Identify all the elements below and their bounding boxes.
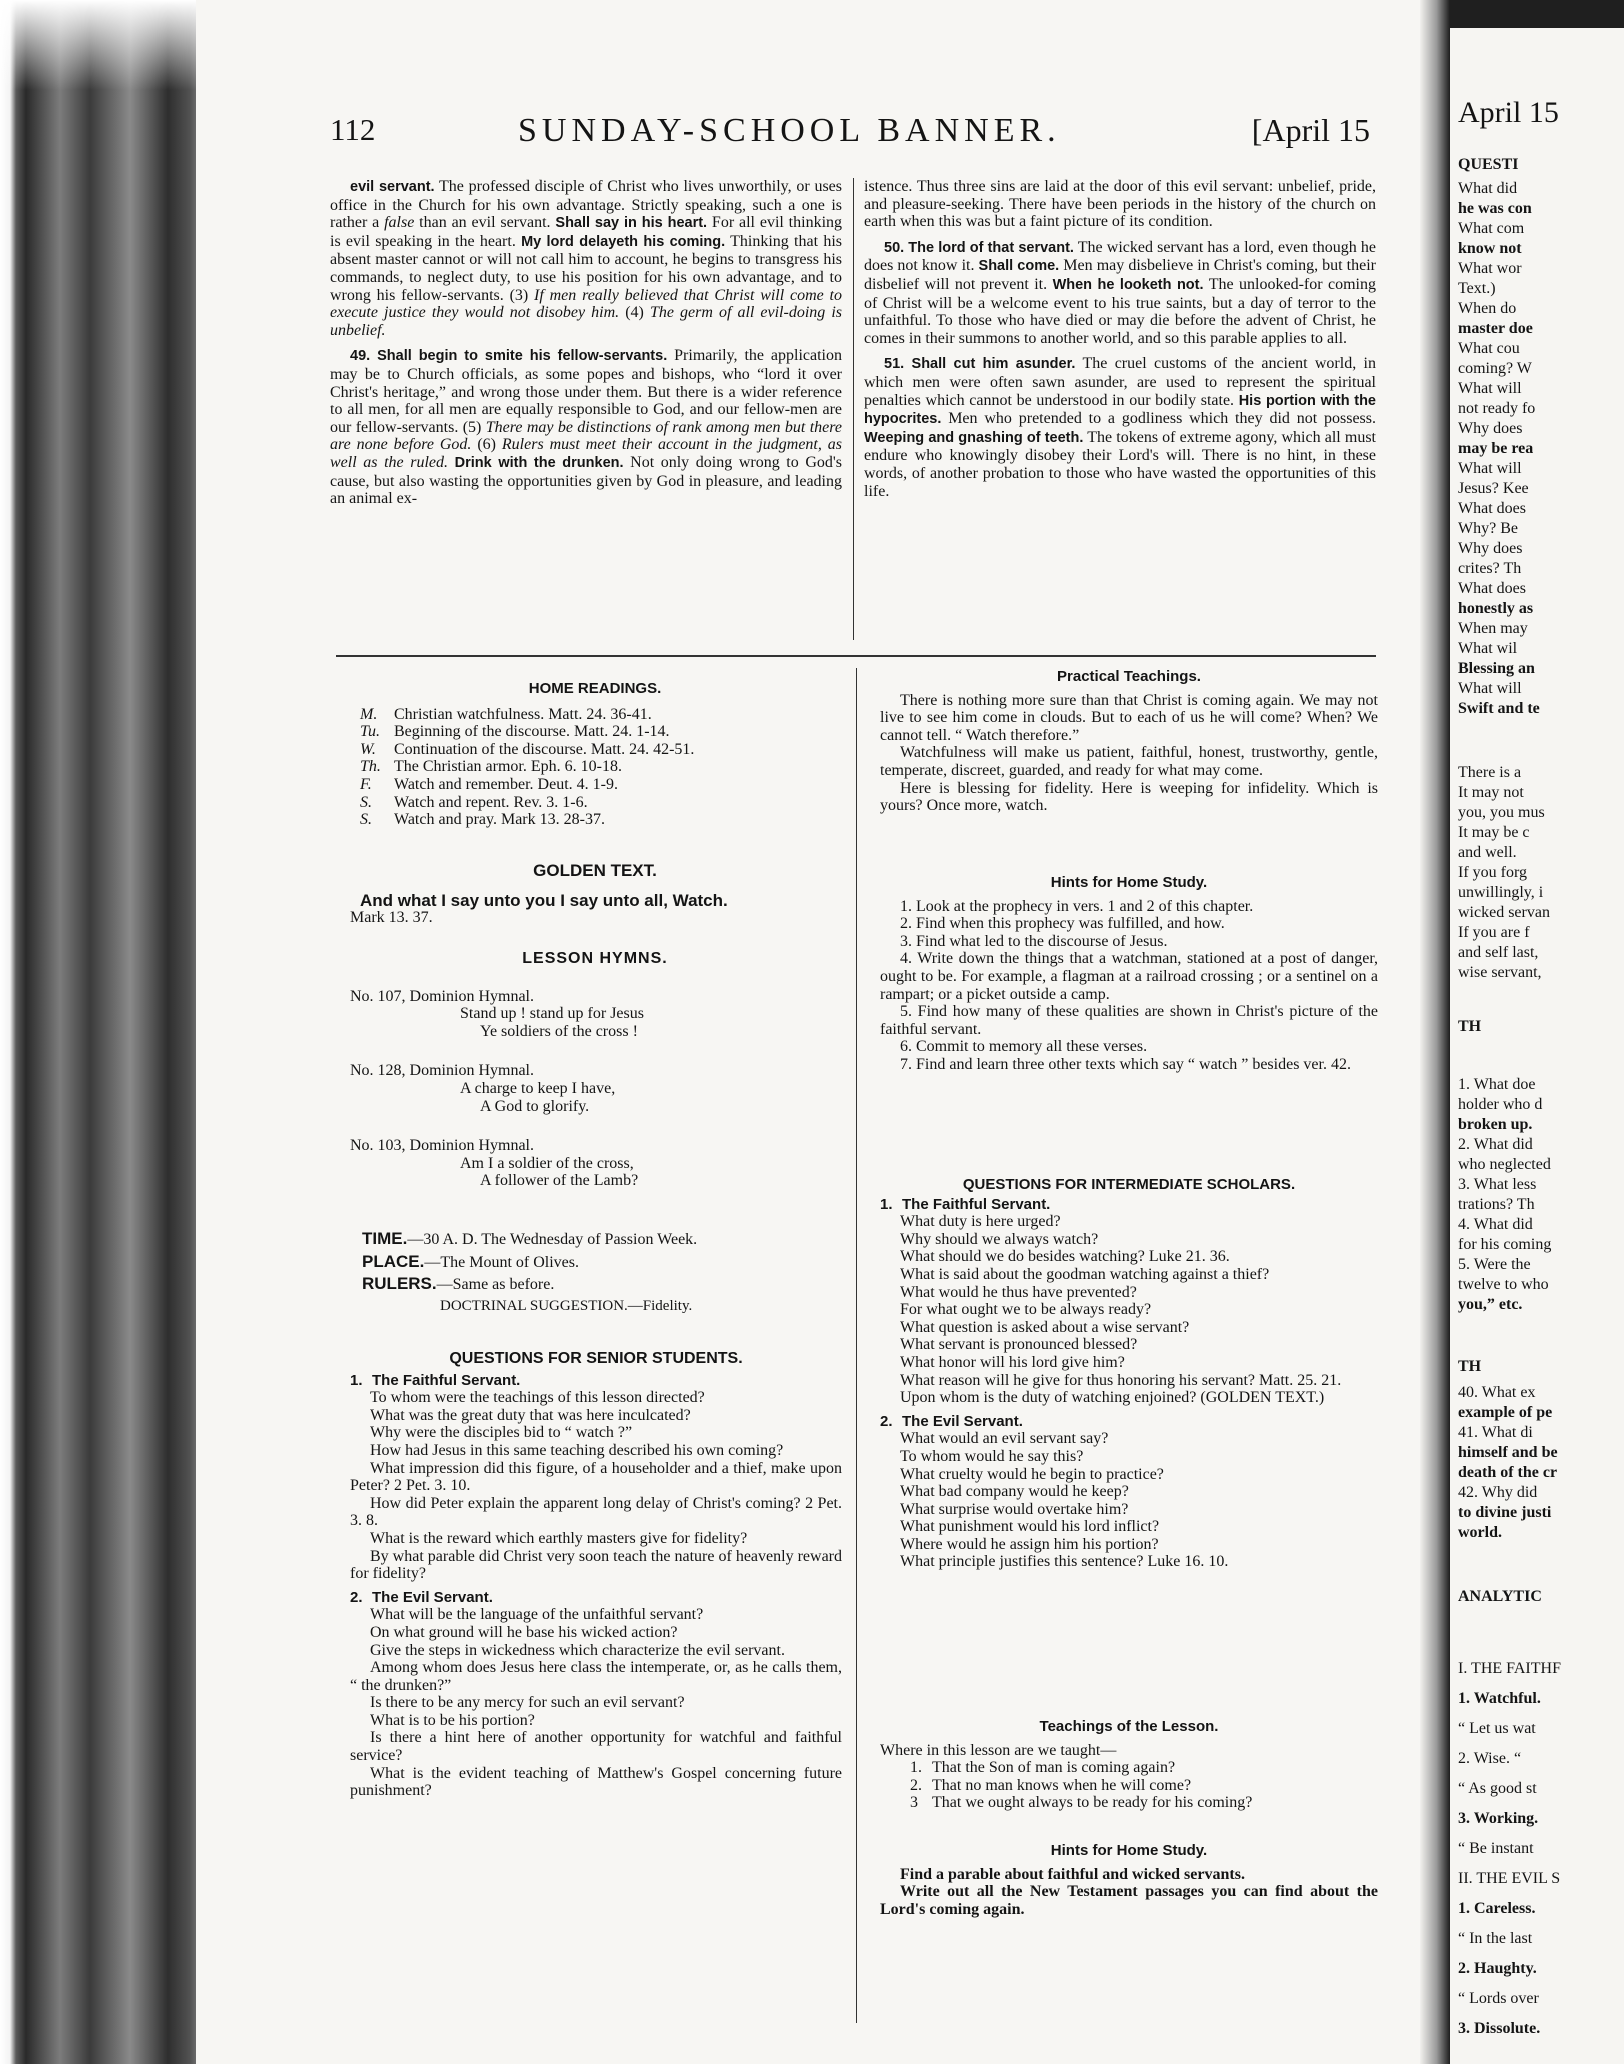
doctrinal-note: The germ of all evil-doing is unbelief. bbox=[330, 304, 843, 339]
question: What is the reward which earthly masters give for fidelity? bbox=[370, 1529, 748, 1547]
verse-reference: Shall say in his heart. bbox=[555, 215, 708, 232]
intermediate-questions bbox=[880, 1176, 1378, 1571]
section-number: 1. bbox=[880, 1195, 893, 1213]
teaching-item bbox=[880, 1794, 1378, 1812]
right-page-line: What com bbox=[1458, 220, 1525, 237]
right-page-line: to divine justi bbox=[1458, 1504, 1552, 1521]
hymn-line: A follower of the Lamb? bbox=[480, 1172, 639, 1190]
hints-home-study-2-text bbox=[880, 1866, 1378, 1919]
teaching-number: 3 bbox=[910, 1794, 918, 1812]
hymn bbox=[350, 1062, 840, 1115]
right-page-line: Jesus? Kee bbox=[1458, 480, 1529, 497]
question: What should we do besides watching? Luke 21. 36. bbox=[900, 1248, 1230, 1266]
reading-text: The Christian armor. Eph. 6. 10-18. bbox=[394, 758, 622, 776]
practical-teachings-text bbox=[880, 692, 1378, 815]
hint-line: Find a parable about faithful and wicked servants. bbox=[900, 1865, 1245, 1883]
question: What cruelty would he begin to practice? bbox=[900, 1465, 1164, 1483]
right-page-line: 4. What did bbox=[1458, 1216, 1533, 1233]
question: What servant is pronounced blessed? bbox=[900, 1336, 1138, 1354]
hint-item: 4. Write down the things that a watchman, stationed at a post of danger, ought to be. For example, a flagman at a railroad crossing ; or a sentinel on a rampart; or a picket outside a camp. bbox=[880, 950, 1378, 1003]
reading-day: F. bbox=[360, 775, 372, 793]
hymn-line: Ye soldiers of the cross ! bbox=[480, 1022, 638, 1040]
verse-reference: Drink with the drunken. bbox=[454, 454, 624, 471]
commentary-text: The unlooked-for coming of Christ will be a welcome event to his true saints, but a day of terror to the unfaithful. To those who have died or may die before the advent of Christ, he comes in their summons to another world, and so this parable applies to all. bbox=[864, 275, 1376, 347]
hints-home-study-2-heading: Hints for Home Study. bbox=[1050, 1842, 1208, 1859]
home-reading-item bbox=[350, 706, 840, 724]
commentary-text: Men may disbelieve in Christ's coming, but their disbelief will not prevent it. bbox=[864, 257, 1376, 293]
right-page-line: 42. Why did bbox=[1458, 1484, 1538, 1501]
lesson-hymns-heading: LESSON HYMNS. bbox=[522, 950, 668, 967]
commentary-column-1 bbox=[330, 178, 842, 508]
home-reading-item bbox=[350, 776, 840, 794]
question: What would an evil servant say? bbox=[900, 1430, 1109, 1448]
question-section-heading bbox=[880, 1196, 1378, 1214]
right-page-line: unwillingly, i bbox=[1458, 884, 1544, 901]
reading-text: Watch and repent. Rev. 3. 1-6. bbox=[394, 793, 588, 811]
commentary-paragraph bbox=[864, 355, 1376, 500]
question: What reason will he give for thus honoring his servant? Matt. 25. 21. bbox=[900, 1371, 1342, 1389]
issue-date: [April 15 bbox=[1251, 112, 1370, 148]
senior-question-sections bbox=[350, 1372, 842, 1800]
right-page-line: honestly as bbox=[1458, 600, 1534, 617]
right-page-line: There is a bbox=[1458, 764, 1522, 781]
commentary-text: The cruel customs of the ancient world, in which men were often sawn asunder, are used to represent the spiritual penalties which cannot be understood in our bodily state. bbox=[864, 355, 1376, 409]
hints-home-study-2 bbox=[880, 1842, 1378, 1918]
question: What principle justifies this sentence? Luke 16. 10. bbox=[900, 1553, 1229, 1571]
column-divider-bottom bbox=[856, 668, 857, 2023]
right-page-line: trations? Th bbox=[1458, 1196, 1535, 1213]
page-number: 112 bbox=[330, 112, 376, 147]
commentary-paragraph bbox=[330, 178, 842, 339]
right-page-line: and self last, bbox=[1458, 944, 1539, 961]
question: Is there a hint here of another opportunity for watchful and faithful service? bbox=[350, 1729, 842, 1765]
home-readings-list bbox=[350, 706, 840, 829]
hymn-list bbox=[350, 988, 840, 1190]
right-page-line: and well. bbox=[1458, 844, 1517, 861]
teaching-text: That the Son of man is coming again? bbox=[932, 1759, 1176, 1777]
right-page-line: 3. Dissolute. bbox=[1458, 2020, 1541, 2037]
question: What is the evident teaching of Matthew's Gospel concerning future punishment? bbox=[350, 1764, 842, 1800]
right-page-line: 1. Careless. bbox=[1458, 1900, 1536, 1917]
hint-item: 6. Commit to memory all these verses. bbox=[900, 1038, 1148, 1056]
right-page-line: who neglected bbox=[1458, 1156, 1551, 1173]
right-page-line: Why? Be bbox=[1458, 520, 1518, 537]
hints-home-study-1-list bbox=[880, 898, 1378, 1074]
commentary-text: For all evil thinking is evil speaking in the heart. bbox=[330, 214, 843, 250]
question: To whom would he say this? bbox=[900, 1447, 1084, 1465]
question: What was the great duty that was here inculcated? bbox=[370, 1406, 691, 1424]
teaching-text: That we ought always to be ready for his coming? bbox=[932, 1794, 1253, 1812]
section-title: The Faithful Servant. bbox=[902, 1195, 1051, 1213]
lesson-info bbox=[362, 1230, 842, 1315]
question: Give the steps in wickedness which characterize the evil servant. bbox=[370, 1641, 785, 1659]
section-title: The Evil Servant. bbox=[372, 1588, 493, 1606]
question: Among whom does Jesus here class the intemperate, or, as he calls them, “ the drunken?” bbox=[350, 1659, 842, 1694]
section-title: The Faithful Servant. bbox=[372, 1371, 521, 1389]
right-page-line: you,” etc. bbox=[1458, 1296, 1523, 1313]
hymn-line: A God to glorify. bbox=[480, 1097, 590, 1115]
home-reading-item bbox=[350, 811, 840, 829]
reading-day: W. bbox=[360, 740, 376, 758]
commentary-text: The tokens of extreme agony, which all must endure who knowingly disobey their Lord's will. There is no hint, in these words, of another probation to those who have wasted the opportunities of this life. bbox=[864, 428, 1376, 500]
verse-reference: Shall come. bbox=[978, 258, 1060, 275]
right-page-line: know not bbox=[1458, 240, 1522, 257]
commentary-text: (6) bbox=[471, 436, 502, 454]
senior-questions bbox=[350, 1350, 842, 1800]
question: By what parable did Christ very soon teach the nature of heavenly reward for fidelity? bbox=[350, 1547, 842, 1583]
teaching-text: That no man knows when he will come? bbox=[932, 1776, 1192, 1794]
right-page-line: When do bbox=[1458, 300, 1517, 317]
intermediate-question-sections bbox=[880, 1196, 1378, 1571]
right-page-line: Text.) bbox=[1458, 280, 1496, 297]
rulers-label: RULERS. bbox=[362, 1274, 437, 1294]
hymn bbox=[350, 1137, 840, 1190]
right-page-line: 40. What ex bbox=[1458, 1384, 1536, 1401]
right-page-line: If you forg bbox=[1458, 864, 1528, 881]
home-reading-item bbox=[350, 758, 840, 776]
right-page-line: not ready fo bbox=[1458, 400, 1536, 417]
right-page-line: twelve to who bbox=[1458, 1276, 1549, 1293]
section-title: The Evil Servant. bbox=[902, 1412, 1023, 1430]
right-page-line: Why does bbox=[1458, 540, 1523, 557]
column-divider-top bbox=[853, 178, 854, 640]
question: What bad company would he keep? bbox=[900, 1483, 1129, 1501]
lesson-hymns bbox=[350, 950, 840, 1212]
commentary-text: istence. Thus three sins are laid at the door of this evil servant: unbelief, pride, and pleasure-seeking. There have been periods in the history of the church on earth when this was but a faint picture of its condition. bbox=[864, 178, 1376, 231]
teaching-item bbox=[880, 1759, 1378, 1777]
teachings-intro: Where in this lesson are we taught— bbox=[880, 1741, 1117, 1759]
right-page-line: ANALYTIC bbox=[1458, 1588, 1542, 1605]
verse-reference: 51. Shall cut him asunder. bbox=[884, 356, 1076, 373]
verse-reference: Weeping and gnashing of teeth. bbox=[864, 429, 1084, 446]
right-page-line: QUESTI bbox=[1458, 156, 1519, 173]
right-page-line: death of the cr bbox=[1458, 1464, 1558, 1481]
hymn-title: No. 103, Dominion Hymnal. bbox=[350, 1137, 534, 1155]
question: How had Jesus in this same teaching described his own coming? bbox=[370, 1441, 784, 1459]
home-reading-item bbox=[350, 741, 840, 759]
hymn-title: No. 107, Dominion Hymnal. bbox=[350, 987, 534, 1005]
practical-teachings bbox=[880, 668, 1378, 815]
reading-text: Beginning of the discourse. Matt. 24. 1-14. bbox=[394, 723, 670, 741]
spine-highlight bbox=[0, 0, 196, 90]
right-page-line: world. bbox=[1458, 1524, 1502, 1541]
hint-item: 5. Find how many of these qualities are shown in Christ's picture of the faithful servant. bbox=[880, 1003, 1378, 1038]
right-page-line: wise servant, bbox=[1458, 964, 1542, 981]
question: Where would he assign him his portion? bbox=[900, 1535, 1159, 1553]
practical-teachings-heading: Practical Teachings. bbox=[1057, 668, 1201, 685]
periodical-title: SUNDAY-SCHOOL BANNER. bbox=[518, 112, 1061, 149]
question: What impression did this figure, of a householder and a thief, make upon Peter? 2 Pet. 3. 10. bbox=[350, 1459, 842, 1495]
hint-item: 1. Look at the prophecy in vers. 1 and 2 of this chapter. bbox=[900, 897, 1254, 915]
rulers-value: —Same as before. bbox=[436, 1276, 555, 1294]
question-section-heading bbox=[350, 1372, 842, 1390]
right-page-line: What will bbox=[1458, 460, 1522, 477]
page-gutter bbox=[1420, 0, 1450, 2064]
place-label: PLACE. bbox=[362, 1251, 425, 1271]
hymn-line: Stand up ! stand up for Jesus bbox=[460, 1005, 644, 1023]
hint-item: 3. Find what led to the discourse of Jesus. bbox=[900, 932, 1168, 950]
right-page-line: What will bbox=[1458, 680, 1522, 697]
right-page-line: When may bbox=[1458, 620, 1528, 637]
reading-day: Th. bbox=[360, 758, 381, 776]
hints-home-study-1 bbox=[880, 874, 1378, 1074]
teaching-number: 2. bbox=[910, 1776, 922, 1794]
right-page-line: Blessing an bbox=[1458, 660, 1535, 677]
reading-day: M. bbox=[360, 705, 378, 723]
reading-text: Watch and pray. Mark 13. 28-37. bbox=[394, 811, 605, 829]
right-page-line: 5. Were the bbox=[1458, 1256, 1531, 1273]
right-page-line: 2. Haughty. bbox=[1458, 1960, 1537, 1977]
right-page-line: 3. What less bbox=[1458, 1176, 1537, 1193]
right-page-line: What wor bbox=[1458, 260, 1522, 277]
right-page-line: What does bbox=[1458, 500, 1526, 517]
question: What would he thus have prevented? bbox=[900, 1283, 1137, 1301]
verse-reference: His portion with the hypocrites. bbox=[864, 392, 1376, 428]
home-reading-item bbox=[350, 794, 840, 812]
teaching-item bbox=[880, 1777, 1378, 1795]
right-page-line: example of pe bbox=[1458, 1404, 1553, 1421]
teachings-list bbox=[880, 1759, 1378, 1812]
question-section-heading bbox=[350, 1589, 842, 1607]
page-right bbox=[1450, 0, 1624, 2064]
commentary-text: The wicked servant has a lord, even though he does not know it. bbox=[864, 238, 1376, 275]
right-page-line: holder who d bbox=[1458, 1096, 1543, 1113]
doctrinal-note: If men really believed that Christ will come to execute justice they would not disobey him. bbox=[330, 286, 843, 322]
right-page-line: broken up. bbox=[1458, 1116, 1533, 1133]
commentary-text: Thinking that his absent master cannot or will not call him to account, he begins to transgress his commands, to neglect duty, to use his position for his own advantage, and to wrong his fellow-servants. (3) bbox=[330, 232, 842, 304]
commentary-paragraph bbox=[864, 239, 1376, 348]
question-section-heading bbox=[880, 1413, 1378, 1431]
reading-text: Christian watchfulness. Matt. 24. 36-41. bbox=[394, 705, 652, 723]
right-page-line: What cou bbox=[1458, 340, 1520, 357]
verse-reference: My lord delayeth his coming. bbox=[521, 233, 726, 250]
commentary-paragraph bbox=[330, 347, 842, 507]
teachings-of-lesson bbox=[880, 1718, 1378, 1812]
right-page-line: “ Let us wat bbox=[1458, 1720, 1536, 1737]
right-page-line: he was con bbox=[1458, 200, 1532, 217]
right-page-line: “ As good st bbox=[1458, 1780, 1537, 1797]
reading-day: Tu. bbox=[360, 723, 381, 741]
commentary-column-2 bbox=[864, 178, 1376, 500]
hint-line: Write out all the New Testament passages you can find about the Lord's coming again. bbox=[880, 1883, 1378, 1918]
right-page-line: 3. Working. bbox=[1458, 1810, 1539, 1827]
question: What is to be his portion? bbox=[370, 1711, 535, 1729]
doctrinal-note: There may be distinctions of rank among men but there are none before God. bbox=[330, 418, 842, 454]
right-page-line: “ In the last bbox=[1458, 1930, 1533, 1947]
home-readings-heading: HOME READINGS. bbox=[528, 680, 662, 697]
right-page-line: 1. Watchful. bbox=[1458, 1690, 1541, 1707]
verse-reference: 49. Shall begin to smite his fellow-servants. bbox=[350, 348, 668, 365]
commentary-text bbox=[448, 454, 455, 471]
commentary-text: (4) bbox=[619, 304, 650, 322]
right-page-line: Why does bbox=[1458, 420, 1523, 437]
golden-text-verse: And what I say unto you I say unto all, Watch. bbox=[360, 890, 728, 910]
verse-reference: When he looketh not. bbox=[1052, 276, 1204, 293]
hymn-title: No. 128, Dominion Hymnal. bbox=[350, 1062, 534, 1080]
question: Is there to be any mercy for such an evil servant? bbox=[370, 1694, 685, 1712]
right-page-line: What will bbox=[1458, 380, 1522, 397]
home-reading-item bbox=[350, 723, 840, 741]
time-label: TIME. bbox=[362, 1229, 408, 1248]
right-page-line: II. THE EVIL S bbox=[1458, 1870, 1561, 1887]
commentary-text: The professed disciple of Christ who lives unworthily, or uses office in the Church for his own advantage. Strictly speaking, such a one is rather a bbox=[330, 178, 842, 232]
question: What is said about the goodman watching against a thief? bbox=[900, 1265, 1270, 1283]
section-number: 2. bbox=[880, 1412, 893, 1430]
question: What surprise would overtake him? bbox=[900, 1500, 1129, 1518]
section-number: 1. bbox=[350, 1371, 363, 1389]
right-page-line: What did bbox=[1458, 180, 1518, 197]
question: What punishment would his lord inflict? bbox=[900, 1518, 1160, 1536]
intermediate-questions-heading: QUESTIONS FOR INTERMEDIATE SCHOLARS. bbox=[962, 1176, 1296, 1193]
right-page-line: wicked servan bbox=[1458, 904, 1550, 921]
time-value: —30 A. D. The Wednesday of Passion Week. bbox=[407, 1231, 698, 1248]
place-value: —The Mount of Olives. bbox=[424, 1253, 579, 1271]
right-page-line: coming? W bbox=[1458, 360, 1532, 377]
golden-text bbox=[350, 862, 840, 927]
hint-item: 7. Find and learn three other texts which say “ watch ” besides ver. 42. bbox=[900, 1055, 1351, 1073]
reading-text: Watch and remember. Deut. 4. 1-9. bbox=[394, 775, 618, 793]
question: On what ground will he base his wicked action? bbox=[370, 1623, 678, 1641]
right-page-line: What wil bbox=[1458, 640, 1518, 657]
question: What will be the language of the unfaithful servant? bbox=[370, 1606, 704, 1624]
practical-paragraph: Watchfulness will make us patient, faithful, honest, trustworthy, gentle, temperate, discreet, guarded, and ready for what may come. bbox=[880, 744, 1378, 779]
practical-paragraph: Here is blessing for fidelity. Here is weeping for infidelity. Which is yours? Once more, watch. bbox=[880, 779, 1378, 815]
golden-text-heading: GOLDEN TEXT. bbox=[533, 861, 657, 880]
right-page-line: If you are f bbox=[1458, 924, 1530, 941]
right-page-line: 2. What did bbox=[1458, 1136, 1533, 1153]
right-page-line: 2. Wise. “ bbox=[1458, 1750, 1522, 1767]
book-spine bbox=[0, 0, 196, 2064]
right-page-line: master doe bbox=[1458, 320, 1533, 337]
right-page-line: crites? Th bbox=[1458, 560, 1522, 577]
commentary-paragraph bbox=[864, 178, 1376, 231]
reading-text: Continuation of the discourse. Matt. 24. 42-51. bbox=[394, 740, 695, 758]
right-page-line: What does bbox=[1458, 580, 1526, 597]
running-header bbox=[330, 112, 1370, 158]
right-page-line: may be rea bbox=[1458, 440, 1534, 457]
question: How did Peter explain the apparent long delay of Christ's coming? 2 Pet. 3. 8. bbox=[350, 1494, 842, 1530]
question: Upon whom is the duty of watching enjoined? (GOLDEN TEXT.) bbox=[900, 1389, 1325, 1407]
question: For what ought we to be always ready? bbox=[900, 1301, 1152, 1319]
hint-item: 2. Find when this prophecy was fulfilled, and how. bbox=[900, 915, 1225, 933]
right-page-line: 41. What di bbox=[1458, 1424, 1533, 1441]
right-page-line: It may not bbox=[1458, 784, 1524, 801]
commentary-text: Men who pretended to a godliness which they did not possess. bbox=[941, 410, 1376, 428]
question: Why should we always watch? bbox=[900, 1230, 1099, 1248]
doctrinal-suggestion: DOCTRINAL SUGGESTION.—Fidelity. bbox=[440, 1297, 693, 1314]
commentary-text: Not only doing wrong to God's cause, but also wasting the opportunities given by God in pleasure, and leading an animal ex- bbox=[330, 453, 843, 508]
question: Why were the disciples bid to “ watch ?” bbox=[370, 1424, 633, 1442]
right-page-line: I. THE FAITHF bbox=[1458, 1660, 1561, 1677]
right-page-line: for his coming bbox=[1458, 1236, 1552, 1253]
reading-day: S. bbox=[360, 811, 372, 829]
reading-day: S. bbox=[360, 793, 372, 811]
practical-paragraph: There is nothing more sure than that Christ is coming again. We may not live to see him come in clouds. But to each of us he will come? When? We cannot tell. “ Watch therefore.” bbox=[880, 691, 1378, 744]
right-page-line: TH bbox=[1458, 1358, 1482, 1375]
commentary-text: Primarily, the application may be to Church officials, as some popes and bishops, who “lord it over Christ's heritage,” and wrong those under them. But there is a wider reference to all men, for all men are equally responsible to God, and our fellow-men are our fellow-servants. (5) bbox=[330, 347, 843, 436]
home-readings bbox=[350, 680, 840, 829]
teachings-heading: Teachings of the Lesson. bbox=[1039, 1718, 1219, 1735]
question: What duty is here urged? bbox=[900, 1213, 1061, 1231]
right-page-line: Swift and te bbox=[1458, 700, 1540, 717]
question: What question is asked about a wise servant? bbox=[900, 1318, 1190, 1336]
page-right-top-edge bbox=[1450, 0, 1624, 28]
senior-questions-heading: QUESTIONS FOR SENIOR STUDENTS. bbox=[449, 1350, 743, 1367]
verse-reference: evil servant. bbox=[350, 179, 435, 195]
right-page-line: you, you mus bbox=[1458, 804, 1545, 821]
doctrinal-note: false bbox=[384, 214, 415, 232]
right-page-line: April 15 bbox=[1458, 96, 1559, 129]
verse-reference: 50. The lord of that servant. bbox=[884, 239, 1074, 256]
golden-text-reference: Mark 13. 37. bbox=[350, 909, 433, 927]
right-page-line: “ Be instant bbox=[1458, 1840, 1534, 1857]
hymn-line: A charge to keep I have, bbox=[460, 1079, 616, 1097]
hymn-line: Am I a soldier of the cross, bbox=[460, 1154, 634, 1172]
right-page-line: It may be c bbox=[1458, 824, 1530, 841]
commentary-text: than an evil servant. bbox=[414, 214, 556, 232]
section-divider bbox=[336, 655, 1376, 657]
section-number: 2. bbox=[350, 1588, 363, 1606]
right-page-line: himself and be bbox=[1458, 1444, 1558, 1461]
right-page-line: 1. What doe bbox=[1458, 1076, 1536, 1093]
right-page-line: TH bbox=[1458, 1018, 1482, 1035]
question: What honor will his lord give him? bbox=[900, 1353, 1125, 1371]
hymn bbox=[350, 988, 840, 1041]
hints-home-study-1-heading: Hints for Home Study. bbox=[1050, 874, 1208, 891]
question: To whom were the teachings of this lesson directed? bbox=[370, 1389, 705, 1407]
teaching-number: 1. bbox=[910, 1759, 922, 1777]
right-page-line: “ Lords over bbox=[1458, 1990, 1539, 2007]
doctrinal-note: Rulers must meet their account in the judgment, as well as the ruled. bbox=[330, 436, 843, 471]
